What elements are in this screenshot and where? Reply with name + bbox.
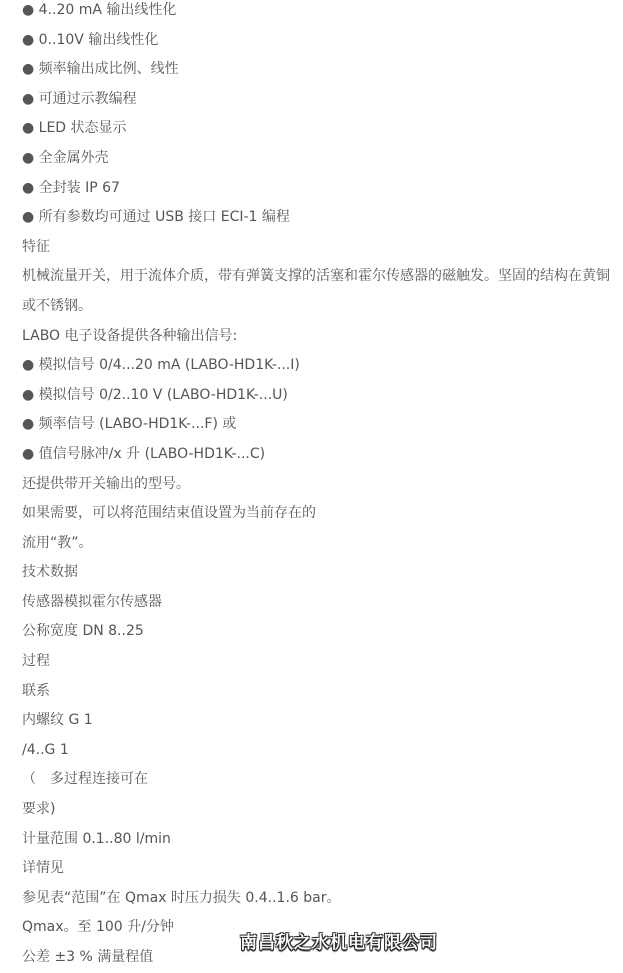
paragraph-line: 传感器模拟霍尔传感器 [22,593,162,610]
bullet-line: ● LED 状态显示 [22,120,127,137]
paragraph-line: 计量范围 0.1..80 l/min [22,830,171,847]
paragraph-line: （ 多过程连接可在 [22,771,148,788]
paragraph-line: 流用“教”。 [22,534,93,551]
paragraph-line: LABO 电子设备提供各种输出信号: [22,327,238,344]
bullet-line: ● 可通过示教编程 [22,90,137,107]
paragraph-line: 要求) [22,801,56,818]
bullet-line: ● 0..10V 输出线性化 [22,31,159,48]
paragraph-line: 过程 [22,653,50,670]
section-heading-tech-data: 技术数据 [22,564,78,581]
company-watermark: 南昌秋之水机电有限公司 [240,933,438,953]
paragraph-line: /4..G 1 [22,741,69,758]
bullet-line: ● 所有参数均可通过 USB 接口 ECI-1 编程 [22,209,290,226]
bullet-line: ● 全金属外壳 [22,149,109,166]
document-body [22,0,612,973]
paragraph-line: 详情见 [22,860,64,877]
bullet-line: ● 值信号脉冲/x 升 (LABO-HD1K-...C) [22,445,266,462]
paragraph-line: 参见表“范围”在 Qmax 时压力损失 0.4..1.6 bar。 [22,889,341,906]
bullet-line: ● 全封装 IP 67 [22,179,120,196]
bullet-line: ● 模拟信号 0/4...20 mA (LABO-HD1K-...I) [22,357,300,374]
paragraph-line: 公称宽度 DN 8..25 [22,623,144,640]
bullet-line: ● 频率输出成比例、线性 [22,61,179,78]
paragraph-line: Qmax。至 100 升/分钟 [22,919,174,936]
bullet-line: ● 频率信号 (LABO-HD1K-...F) 或 [22,416,237,433]
bullet-line: ● 4..20 mA 输出线性化 [22,2,177,18]
paragraph-line: 联系 [22,682,50,699]
paragraph-line: 还提供带开关输出的型号。 [22,475,190,492]
paragraph-line: 如果需要，可以将范围结束值设置为当前存在的 [22,505,316,522]
features-paragraph: 机械流量开关，用于流体介质，带有弹簧支撑的活塞和霍尔传感器的磁触发。坚固的结构在黄铜或不锈钢。 [22,268,610,314]
paragraph-line: 内螺纹 G 1 [22,712,93,729]
section-heading-features: 特征 [22,238,50,255]
paragraph-line: 公差 ±3 % 满量程值 [22,949,154,965]
bullet-line: ● 模拟信号 0/2..10 V (LABO-HD1K-...U) [22,386,288,403]
